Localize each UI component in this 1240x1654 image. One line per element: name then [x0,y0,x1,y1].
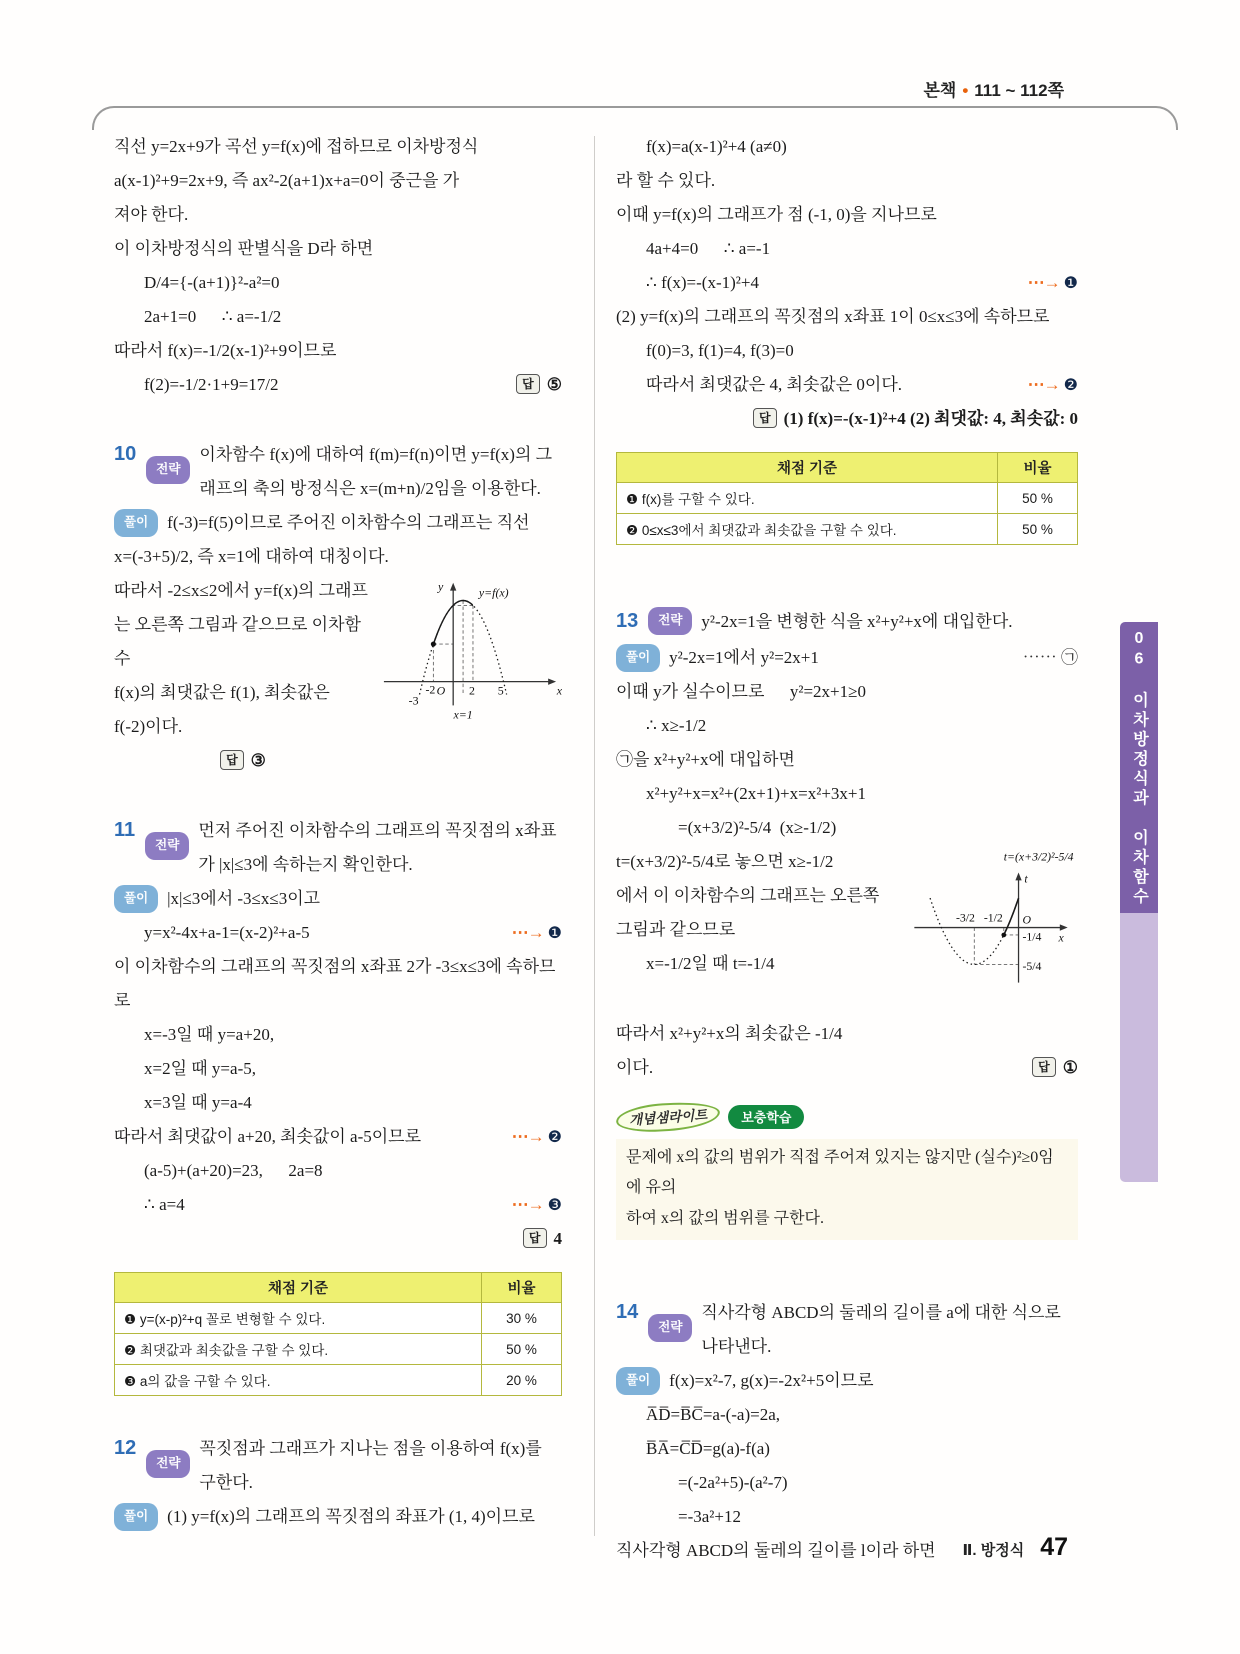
text-line [616,777,1078,811]
tick-5: 5 [497,683,504,698]
header-rule [92,106,1178,130]
problem-10 [114,434,562,778]
step-marker [512,916,562,950]
table-row [115,1303,562,1334]
table-row [115,1334,562,1365]
text-line [616,913,904,947]
problem-14-strategy [616,1292,1078,1364]
criteria-cell: ❶ y=(x-p)²+q 꼴로 변형할 수 있다. [115,1303,482,1334]
text-line [114,266,562,300]
chapter-side-tab [1120,622,1158,1182]
math-text: 따라서 최댓값은 4, 최솟값은 0이다. [646,375,902,394]
grading-table-problem12 [616,452,1078,545]
math-text: 이때 y=f(x)의 그래프가 점 (-1, 0)을 지나므로 [616,205,937,224]
criteria-cell: ❶ f(x)를 구할 수 있다. [617,483,998,514]
x-axis-label: x [1058,930,1064,945]
text-line [616,1051,1078,1085]
solution-badge: 풀이 [114,885,158,913]
math-text: D/4={-(a+1)}²-a²=0 [144,273,280,292]
answer-value: (1) f(x)=-(x-1)²+4 (2) 최댓값: 4, 최솟값: 0 [783,409,1078,428]
equation-reference: ⋯⋯ ㉠ [1022,648,1078,667]
tick-minus3: -3 [408,693,419,708]
grading-table-problem11 [114,1272,562,1396]
text-line [616,1466,1078,1500]
math-text: 직사각형 ABCD의 둘레의 길이를 l이라 하면 [616,1541,936,1561]
supplement-note [616,1103,1078,1240]
problem-11-solution-head [114,882,562,916]
strategy-text: 직사각형 ABCD의 둘레의 길이를 a에 대한 식으로 나타낸다. [701,1303,1061,1357]
chapter-tab-label [1128,630,1151,907]
problem-12 [114,1428,562,1534]
solution-text: |x|≤3에서 -3≤x≤3이고 [167,889,321,908]
parabola-figure-problem13 [908,845,1076,1017]
curve-label: t=(x+3/2)²-5/4 [1003,849,1074,864]
text-line [616,300,1078,334]
math-text: 라 할 수 있다. [616,171,716,190]
text-line [616,1398,1078,1432]
answer-badge [523,1222,562,1256]
step-number-icon: ❸ [547,1197,562,1214]
problem-number: 11 [114,819,136,841]
problem-11 [114,810,562,1396]
math-text: =(-2a²+5)-(a²-7) [678,1473,788,1493]
step-marker [512,1188,562,1222]
supplement-note-header [616,1103,1078,1131]
math-text: y=x²-4x+a-1=(x-2)²+a-5 [144,923,310,942]
math-text: x=3일 때 y=a-4 [144,1093,252,1112]
ratio-cell: 50 % [482,1334,562,1365]
y-axis-label: y [438,579,444,594]
math-text: ㉠을 x²+y²+x에 대입하면 [616,750,795,769]
right-column [616,130,1078,1568]
math-text: (a-5)+(a+20)=23, 2a=8 [144,1161,323,1180]
problem-13-solution-head [616,641,1078,675]
text-line [114,676,372,710]
brand-logo: 개념샘라이트 [615,1099,721,1134]
text-line [114,1018,562,1052]
answer-value: ① [1062,1058,1078,1077]
step-marker [1028,368,1078,402]
text-line [114,574,372,608]
page-footer [963,1533,1069,1562]
problem-12-strategy [114,1428,562,1500]
answer-value: 4 [553,1229,562,1248]
problem-12-solution-head [114,1500,562,1534]
axis-of-symmetry-label: x=1 [453,707,473,722]
answer-badge [516,368,562,402]
text-line [616,709,1078,743]
step-arrow-icon: ⋯→ [511,1195,544,1214]
tick-minus-3-2: -3/2 [955,910,975,925]
math-text: 따라서 x²+y²+x의 최솟값은 -1/4 [616,1024,843,1043]
strategy-text: 이차함수 f(x)에 대하여 f(m)=f(n)이면 y=f(x)의 그래프의 축의 방정식은 x=(m+n)/2임을 이용한다. [199,445,553,498]
problem-12-continued [616,130,1078,545]
text-line [114,198,562,232]
math-text: x=-1/2일 때 t=-1/4 [646,954,775,973]
step-marker [1028,266,1078,300]
solution-badge: 풀이 [114,509,158,537]
text-line [114,608,372,676]
math-text: f(-2)이다. [114,717,183,736]
tick-minus-5-4: -5/4 [1022,958,1042,973]
math-text: 에서 이 이차함수의 그래프는 오른쪽 [616,886,880,905]
text-line [616,164,1078,198]
ratio-cell: 50 % [998,483,1078,514]
text-line [114,1086,562,1120]
math-text: f(x)의 최댓값은 f(1), 최솟값은 [114,683,330,702]
text-line [114,130,562,164]
solution-text: f(-3)=f(5)이므로 주어진 이차함수의 그래프는 직선 [167,513,530,532]
chapter-number: 06 [1130,630,1148,671]
solution-block-9-continued [114,130,562,402]
math-text: 직선 y=2x+9가 곡선 y=f(x)에 접하므로 이차방정식 [114,137,479,156]
text-line [616,879,904,913]
answer-box-label: 답 [220,750,244,770]
text-line [616,947,904,981]
answer-box-label: 답 [516,374,540,394]
step-arrow-icon: ⋯→ [1027,375,1060,394]
math-text: 이 이차함수의 그래프의 꼭짓점의 x좌표 2가 -3≤x≤3에 속하므로 [114,957,556,1010]
column-divider [594,136,595,1536]
math-text: ∴ a=4 [144,1195,185,1214]
text-line [114,368,562,402]
solution-badge: 풀이 [616,644,660,672]
answer-badge [753,402,1078,436]
strategy-badge: 전략 [648,1314,692,1342]
table-row [115,1365,562,1396]
problem-number: 12 [114,1437,137,1459]
math-text: =-3a²+12 [678,1507,741,1527]
math-text: ∴ x≥-1/2 [646,716,707,735]
bullet-separator: • [962,81,969,100]
math-text: f(2)=-1/2·1+9=17/2 [144,375,279,394]
supplement-badge: 보충학습 [728,1105,804,1129]
criteria-header: 채점 기준 [617,453,998,483]
step-number-icon: ❷ [547,1129,562,1146]
origin-label: O [1022,912,1031,927]
answer-value: ③ [250,751,266,770]
math-text: 2a+1=0 ∴ a=-1/2 [144,307,282,326]
math-text: x=2일 때 y=a-5, [144,1059,256,1078]
problem-13 [616,601,1078,1240]
text-line [616,1500,1078,1534]
math-text: 이때 y가 실수이므로 y²=2x+1≥0 [616,682,866,701]
problem-10-body [114,574,562,778]
answer-badge [220,744,266,778]
table-row [617,483,1078,514]
text-line [114,164,562,198]
math-text: 따라서 f(x)=-1/2(x-1)²+9이므로 [114,341,337,360]
text-line [616,845,904,879]
problem-14 [616,1292,1078,1568]
math-text: 따라서 -2≤x≤2에서 y=f(x)의 그래프 [114,581,368,600]
strategy-text: 꼭짓점과 그래프가 지나는 점을 이용하여 f(x)를 구한다. [199,1439,542,1492]
math-text: a(x-1)²+9=2x+9, 즉 ax²-2(a+1)x+a=0이 중근을 가 [114,171,460,190]
step-number-icon: ❶ [1063,275,1078,292]
answer-line [114,744,372,778]
strategy-text: y²-2x=1을 변형한 식을 x²+y²+x에 대입한다. [701,612,1013,631]
text-line [626,1143,1068,1204]
math-text: 이 이차방정식의 판별식을 D라 하면 [114,239,374,258]
text-line [616,334,1078,368]
table-header-row [617,453,1078,483]
chapter-title: 이차방정식과 이차함수 [1130,671,1148,907]
step-arrow-icon: ⋯→ [511,1127,544,1146]
curve-label: y=f(x) [478,585,509,600]
math-text: 하여 x의 값의 범위를 구한다. [626,1209,825,1227]
text-line [114,300,562,334]
step-number-icon: ❶ [547,925,562,942]
left-column [114,130,562,1534]
solution-text: y²-2x=1에서 y²=2x+1 [669,648,819,667]
solution-text: (1) y=f(x)의 그래프의 꼭짓점의 좌표가 (1, 4)이므로 [167,1507,535,1526]
problem-number: 14 [616,1301,639,1324]
math-text: 따라서 최댓값이 a+20, 최솟값이 a-5이므로 [114,1127,421,1146]
ratio-cell: 20 % [482,1365,562,1396]
strategy-badge: 전략 [648,607,692,635]
math-text: 이다. [616,1058,654,1077]
origin-label: O [436,683,446,698]
step-marker [512,1120,562,1154]
math-text: f(x)=a(x-1)²+4 (a≠0) [646,137,787,156]
text-line [114,1188,562,1222]
table-row [617,514,1078,545]
strategy-badge: 전략 [146,1450,190,1478]
math-text: A̅D̅=B̅C̅=a-(-a)=2a, [646,1405,781,1425]
problem-13-body [616,845,1078,1017]
tick-minus2: -2 [425,682,436,697]
ratio-header: 비율 [998,453,1078,483]
tick-2: 2 [469,683,475,698]
text-line [114,1052,562,1086]
problem-number: 13 [616,610,639,632]
problem-14-solution-head [616,1364,1078,1398]
text-line [616,266,1078,300]
text-line [114,1120,562,1154]
text-line [114,916,562,950]
text-line [616,1432,1078,1466]
text-line [616,368,1078,402]
strategy-badge: 전략 [145,832,189,860]
math-text: ∴ f(x)=-(x-1)²+4 [646,273,759,292]
text-line [114,540,562,574]
chapter-label: Ⅱ. 방정식 [962,1542,1025,1559]
text-line [114,950,562,1018]
step-arrow-icon: ⋯→ [511,923,544,942]
ratio-cell: 30 % [482,1303,562,1334]
problem-10-strategy [114,434,562,506]
t-axis-label: t [1024,871,1028,886]
problem-10-solution-head [114,506,562,540]
tick-minus-1-4: -1/4 [1022,929,1042,944]
text-line [616,811,1078,845]
step-number-icon: ❷ [1063,377,1078,394]
solution-badge: 풀이 [616,1367,660,1395]
math-text: B̅A̅=C̅D̅=g(a)-f(a) [646,1439,770,1459]
answer-line [616,402,1078,436]
criteria-cell: ❸ a의 값을 구할 수 있다. [115,1365,482,1396]
supplement-note-body [616,1139,1078,1240]
math-text: f(0)=3, f(1)=4, f(3)=0 [646,341,794,360]
problem-11-strategy [114,810,562,882]
problem-number: 10 [114,443,137,465]
criteria-header: 채점 기준 [115,1273,482,1303]
step-arrow-icon: ⋯→ [1027,273,1060,292]
page-reference [923,76,1064,101]
text-line [616,675,1078,709]
table-header-row [115,1273,562,1303]
math-text: (2) y=f(x)의 그래프의 꼭짓점의 x좌표 1이 0≤x≤3에 속하므로 [616,307,1050,326]
solution-text: f(x)=x²-7, g(x)=-2x²+5이므로 [669,1371,874,1391]
answer-box-label: 답 [753,408,777,428]
answer-line [114,1222,562,1256]
math-text: 4a+4=0 ∴ a=-1 [646,239,771,258]
x-axis-label: x [556,683,563,698]
math-text: 문제에 x의 값의 범위가 직접 주어져 있지는 않지만 (실수)²≥0임에 유의 [626,1149,1054,1197]
math-text: x=(-3+5)/2, 즉 x=1에 대하여 대칭이다. [114,547,389,566]
text-line [114,232,562,266]
page-range: 111 ~ 112쪽 [974,81,1064,100]
answer-value: ⑤ [546,375,562,394]
text-line [616,130,1078,164]
math-text: x²+y²+x=x²+(2x+1)+x=x²+3x+1 [646,784,866,803]
math-text: =(x+3/2)²-5/4 (x≥-1/2) [678,818,837,837]
math-text: t=(x+3/2)²-5/4로 놓으면 x≥-1/2 [616,852,834,871]
math-text: 는 오른쪽 그림과 같으므로 이차함수 [114,615,361,668]
text-line [616,198,1078,232]
math-text: x=-3일 때 y=a+20, [144,1025,275,1044]
criteria-cell: ❷ 최댓값과 최솟값을 구할 수 있다. [115,1334,482,1365]
criteria-cell: ❷ 0≤x≤3에서 최댓값과 최솟값을 구할 수 있다. [617,514,998,545]
answer-badge [1032,1051,1078,1085]
tick-minus-1-2: -1/2 [983,910,1003,925]
math-text: 그림과 같으므로 [616,920,736,939]
book-label: 본책 [923,81,957,100]
ratio-cell: 50 % [998,514,1078,545]
answer-box-label: 답 [1032,1057,1056,1077]
ratio-header: 비율 [482,1273,562,1303]
strategy-badge: 전략 [146,456,190,484]
problem-13-strategy [616,601,1078,641]
strategy-text: 먼저 주어진 이차함수의 그래프의 꼭짓점의 x좌표가 |x|≤3에 속하는지 확인한다. [198,821,557,874]
text-line [114,334,562,368]
text-line [114,710,372,744]
text-line [616,743,1078,777]
text-line [626,1204,1068,1234]
solution-badge: 풀이 [114,1503,158,1531]
parabola-figure-problem10 [376,574,564,724]
text-line [616,232,1078,266]
text-line [114,1154,562,1188]
answer-box-label: 답 [523,1228,547,1248]
math-text: 져야 한다. [114,205,189,224]
page-number: 47 [1040,1533,1068,1561]
text-line [616,1017,1078,1051]
